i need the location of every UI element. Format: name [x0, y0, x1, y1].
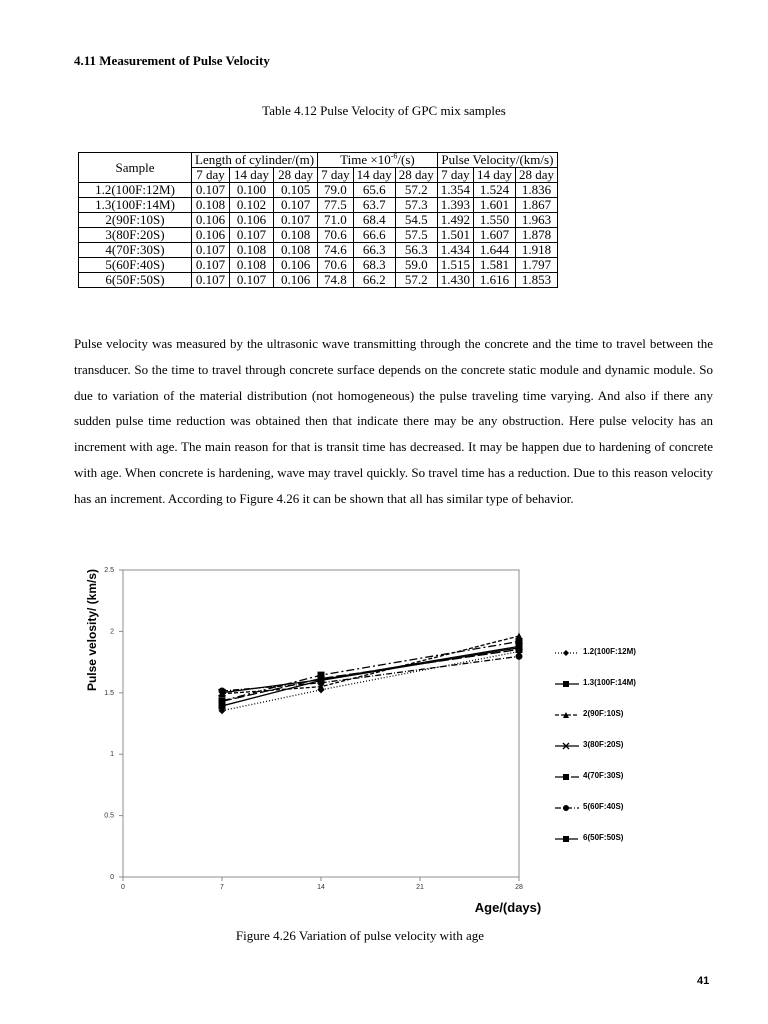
time-header-prefix: Time ×10 — [340, 152, 391, 167]
time-cell: 54.5 — [395, 213, 437, 228]
velocity-cell: 1.550 — [473, 213, 515, 228]
velocity-cell: 1.878 — [516, 228, 558, 243]
body-paragraph: Pulse velocity was measured by the ultrasonic wave transmitting through the concrete and the time to travel between the transducer. So the time to travel through concrete surface depends on the concrete static module and dynamic module. So due to variation of the material distribution (not homogeneous) the pulse traveling time varying. And also if there any sudden pulse time reduction was obtained then that indicate there may be any obstruction. Here pulse velocity has an increment with age. The main reason for that is transit time has decreased. It may be happen due to hardening of concrete with age. When concrete is hardening, wave may travel quickly. So travel time has a reduction. Due to this reason velocity has an increment. According to Figure 4.26 it can be shown that all has similar type of behavior. — [74, 336, 713, 506]
time-cell: 74.6 — [318, 243, 354, 258]
length-cell: 0.108 — [230, 258, 274, 273]
time-cell: 79.0 — [318, 183, 354, 198]
velocity-cell: 1.607 — [473, 228, 515, 243]
legend-swatch — [553, 645, 581, 661]
length-cell: 0.108 — [274, 243, 318, 258]
length-cell: 0.108 — [192, 198, 230, 213]
y-tick-label: 2 — [110, 628, 114, 636]
table-row — [79, 183, 558, 198]
legend-swatch — [553, 831, 581, 847]
data-point — [219, 687, 226, 694]
length-cell: 0.106 — [192, 228, 230, 243]
sample-cell: 2(90F:10S) — [79, 213, 192, 228]
legend-label: 4(70F:30S) — [583, 771, 624, 780]
sample-cell: 6(50F:50S) — [79, 273, 192, 288]
length-cell: 0.107 — [230, 273, 274, 288]
time-cell: 57.2 — [395, 273, 437, 288]
velocity-cell: 1.393 — [437, 198, 473, 213]
length-group-header: Length of cylinder/(m) — [192, 153, 318, 168]
data-point — [516, 638, 523, 645]
table-row — [79, 243, 558, 258]
section-heading: 4.11 Measurement of Pulse Velocity — [74, 53, 270, 68]
time-cell: 57.5 — [395, 228, 437, 243]
velocity-cell: 1.354 — [437, 183, 473, 198]
time-cell: 66.3 — [353, 243, 395, 258]
legend-label: 2(90F:10S) — [583, 709, 624, 718]
data-point — [516, 646, 523, 653]
pulse-velocity-chart — [80, 558, 550, 918]
length-cell: 0.100 — [230, 183, 274, 198]
velocity-cell: 1.853 — [516, 273, 558, 288]
series-line — [222, 649, 519, 701]
data-point — [516, 653, 523, 660]
time-cell: 74.8 — [318, 273, 354, 288]
time-cell: 77.5 — [318, 198, 354, 213]
velocity-group-header: Pulse Velocity/(km/s) — [437, 153, 557, 168]
velocity-cell: 1.524 — [473, 183, 515, 198]
legend-marker — [563, 805, 569, 811]
time-cell: 71.0 — [318, 213, 354, 228]
page-number: 41 — [697, 975, 710, 987]
age-header: 28 day — [274, 168, 318, 183]
pulse-velocity-table — [78, 152, 558, 288]
y-tick-label: 1 — [110, 751, 114, 759]
time-cell: 70.6 — [318, 228, 354, 243]
velocity-cell: 1.963 — [516, 213, 558, 228]
table-row — [79, 213, 558, 228]
time-cell: 66.6 — [353, 228, 395, 243]
time-cell: 68.4 — [353, 213, 395, 228]
length-cell: 0.107 — [192, 258, 230, 273]
legend-label: 5(60F:40S) — [583, 802, 624, 811]
x-tick-label: 14 — [317, 884, 325, 891]
sample-cell: 5(60F:40S) — [79, 258, 192, 273]
time-header-exponent: -6 — [390, 151, 398, 161]
length-cell: 0.107 — [192, 273, 230, 288]
length-cell: 0.106 — [192, 213, 230, 228]
length-cell: 0.106 — [274, 273, 318, 288]
series-1 — [219, 648, 523, 714]
legend-marker — [563, 774, 569, 780]
velocity-cell: 1.430 — [437, 273, 473, 288]
y-tick-label: 2.5 — [104, 567, 114, 574]
velocity-cell: 1.836 — [516, 183, 558, 198]
sample-header: Sample — [79, 153, 192, 183]
sample-cell: 4(70F:30S) — [79, 243, 192, 258]
legend-marker — [563, 650, 569, 656]
age-header: 28 day — [395, 168, 437, 183]
time-cell: 65.6 — [353, 183, 395, 198]
x-axis-label: Age/(days) — [474, 900, 542, 915]
velocity-cell: 1.616 — [473, 273, 515, 288]
sample-cell: 3(80F:20S) — [79, 228, 192, 243]
length-cell: 0.107 — [274, 213, 318, 228]
age-header: 14 day — [230, 168, 274, 183]
sample-cell: 1.2(100F:12M) — [79, 183, 192, 198]
length-cell: 0.108 — [230, 243, 274, 258]
x-tick-label: 21 — [416, 884, 424, 891]
time-cell: 68.3 — [353, 258, 395, 273]
time-cell: 57.3 — [395, 198, 437, 213]
age-header: 14 day — [473, 168, 515, 183]
legend-label: 3(80F:20S) — [583, 740, 624, 749]
length-cell: 0.107 — [274, 198, 318, 213]
legend-marker — [563, 836, 569, 842]
table-row — [79, 258, 558, 273]
time-cell: 56.3 — [395, 243, 437, 258]
legend-marker — [563, 681, 569, 687]
age-header: 14 day — [353, 168, 395, 183]
y-axis-label: Pulse velosity/ (km/s) — [85, 568, 99, 692]
age-header: 7 day — [192, 168, 230, 183]
velocity-cell: 1.492 — [437, 213, 473, 228]
age-header: 7 day — [437, 168, 473, 183]
velocity-cell: 1.515 — [437, 258, 473, 273]
y-tick-label: 0.5 — [104, 812, 114, 820]
legend-label: 1.2(100F:12M) — [583, 647, 636, 656]
table-caption: Table 4.12 Pulse Velocity of GPC mix samples — [262, 103, 506, 118]
length-cell: 0.107 — [230, 228, 274, 243]
series-line — [222, 646, 519, 692]
legend-swatch — [553, 738, 581, 754]
age-header: 28 day — [516, 168, 558, 183]
length-cell: 0.107 — [192, 243, 230, 258]
velocity-cell: 1.581 — [473, 258, 515, 273]
length-cell: 0.105 — [274, 183, 318, 198]
series-line — [222, 652, 519, 711]
length-cell: 0.102 — [230, 198, 274, 213]
legend-label: 6(50F:50S) — [583, 833, 624, 842]
velocity-cell: 1.867 — [516, 198, 558, 213]
series-4 — [219, 643, 523, 696]
plot-area — [123, 570, 519, 877]
length-cell: 0.106 — [230, 213, 274, 228]
velocity-cell: 1.918 — [516, 243, 558, 258]
legend-swatch — [553, 707, 581, 723]
time-header-suffix: /(s) — [397, 152, 415, 167]
x-tick-label: 28 — [515, 884, 523, 891]
table-header-row — [79, 153, 558, 168]
velocity-cell: 1.501 — [437, 228, 473, 243]
velocity-cell: 1.434 — [437, 243, 473, 258]
legend-swatch — [553, 800, 581, 816]
legend-swatch — [553, 769, 581, 785]
time-cell: 57.2 — [395, 183, 437, 198]
time-group-header — [318, 153, 438, 168]
table-row — [79, 228, 558, 243]
table-row — [79, 198, 558, 213]
time-cell: 63.7 — [353, 198, 395, 213]
x-tick-label: 0 — [121, 884, 125, 891]
length-cell: 0.106 — [274, 258, 318, 273]
time-cell: 70.6 — [318, 258, 354, 273]
series-line — [222, 636, 519, 694]
y-tick-label: 0 — [110, 874, 114, 881]
velocity-cell: 1.601 — [473, 198, 515, 213]
age-header: 7 day — [318, 168, 354, 183]
figure-caption: Figure 4.26 Variation of pulse velocity with age — [235, 928, 485, 943]
y-tick-label: 1.5 — [104, 689, 114, 697]
legend-swatch — [553, 676, 581, 692]
velocity-cell: 1.797 — [516, 258, 558, 273]
time-cell: 66.2 — [353, 273, 395, 288]
data-point — [318, 675, 325, 682]
table-row — [79, 273, 558, 288]
x-tick-label: 7 — [220, 884, 224, 891]
legend-label: 1.3(100F:14M) — [583, 678, 636, 687]
velocity-cell: 1.644 — [473, 243, 515, 258]
data-point — [219, 698, 226, 705]
sample-cell: 1.3(100F:14M) — [79, 198, 192, 213]
time-cell: 59.0 — [395, 258, 437, 273]
length-cell: 0.108 — [274, 228, 318, 243]
length-cell: 0.107 — [192, 183, 230, 198]
